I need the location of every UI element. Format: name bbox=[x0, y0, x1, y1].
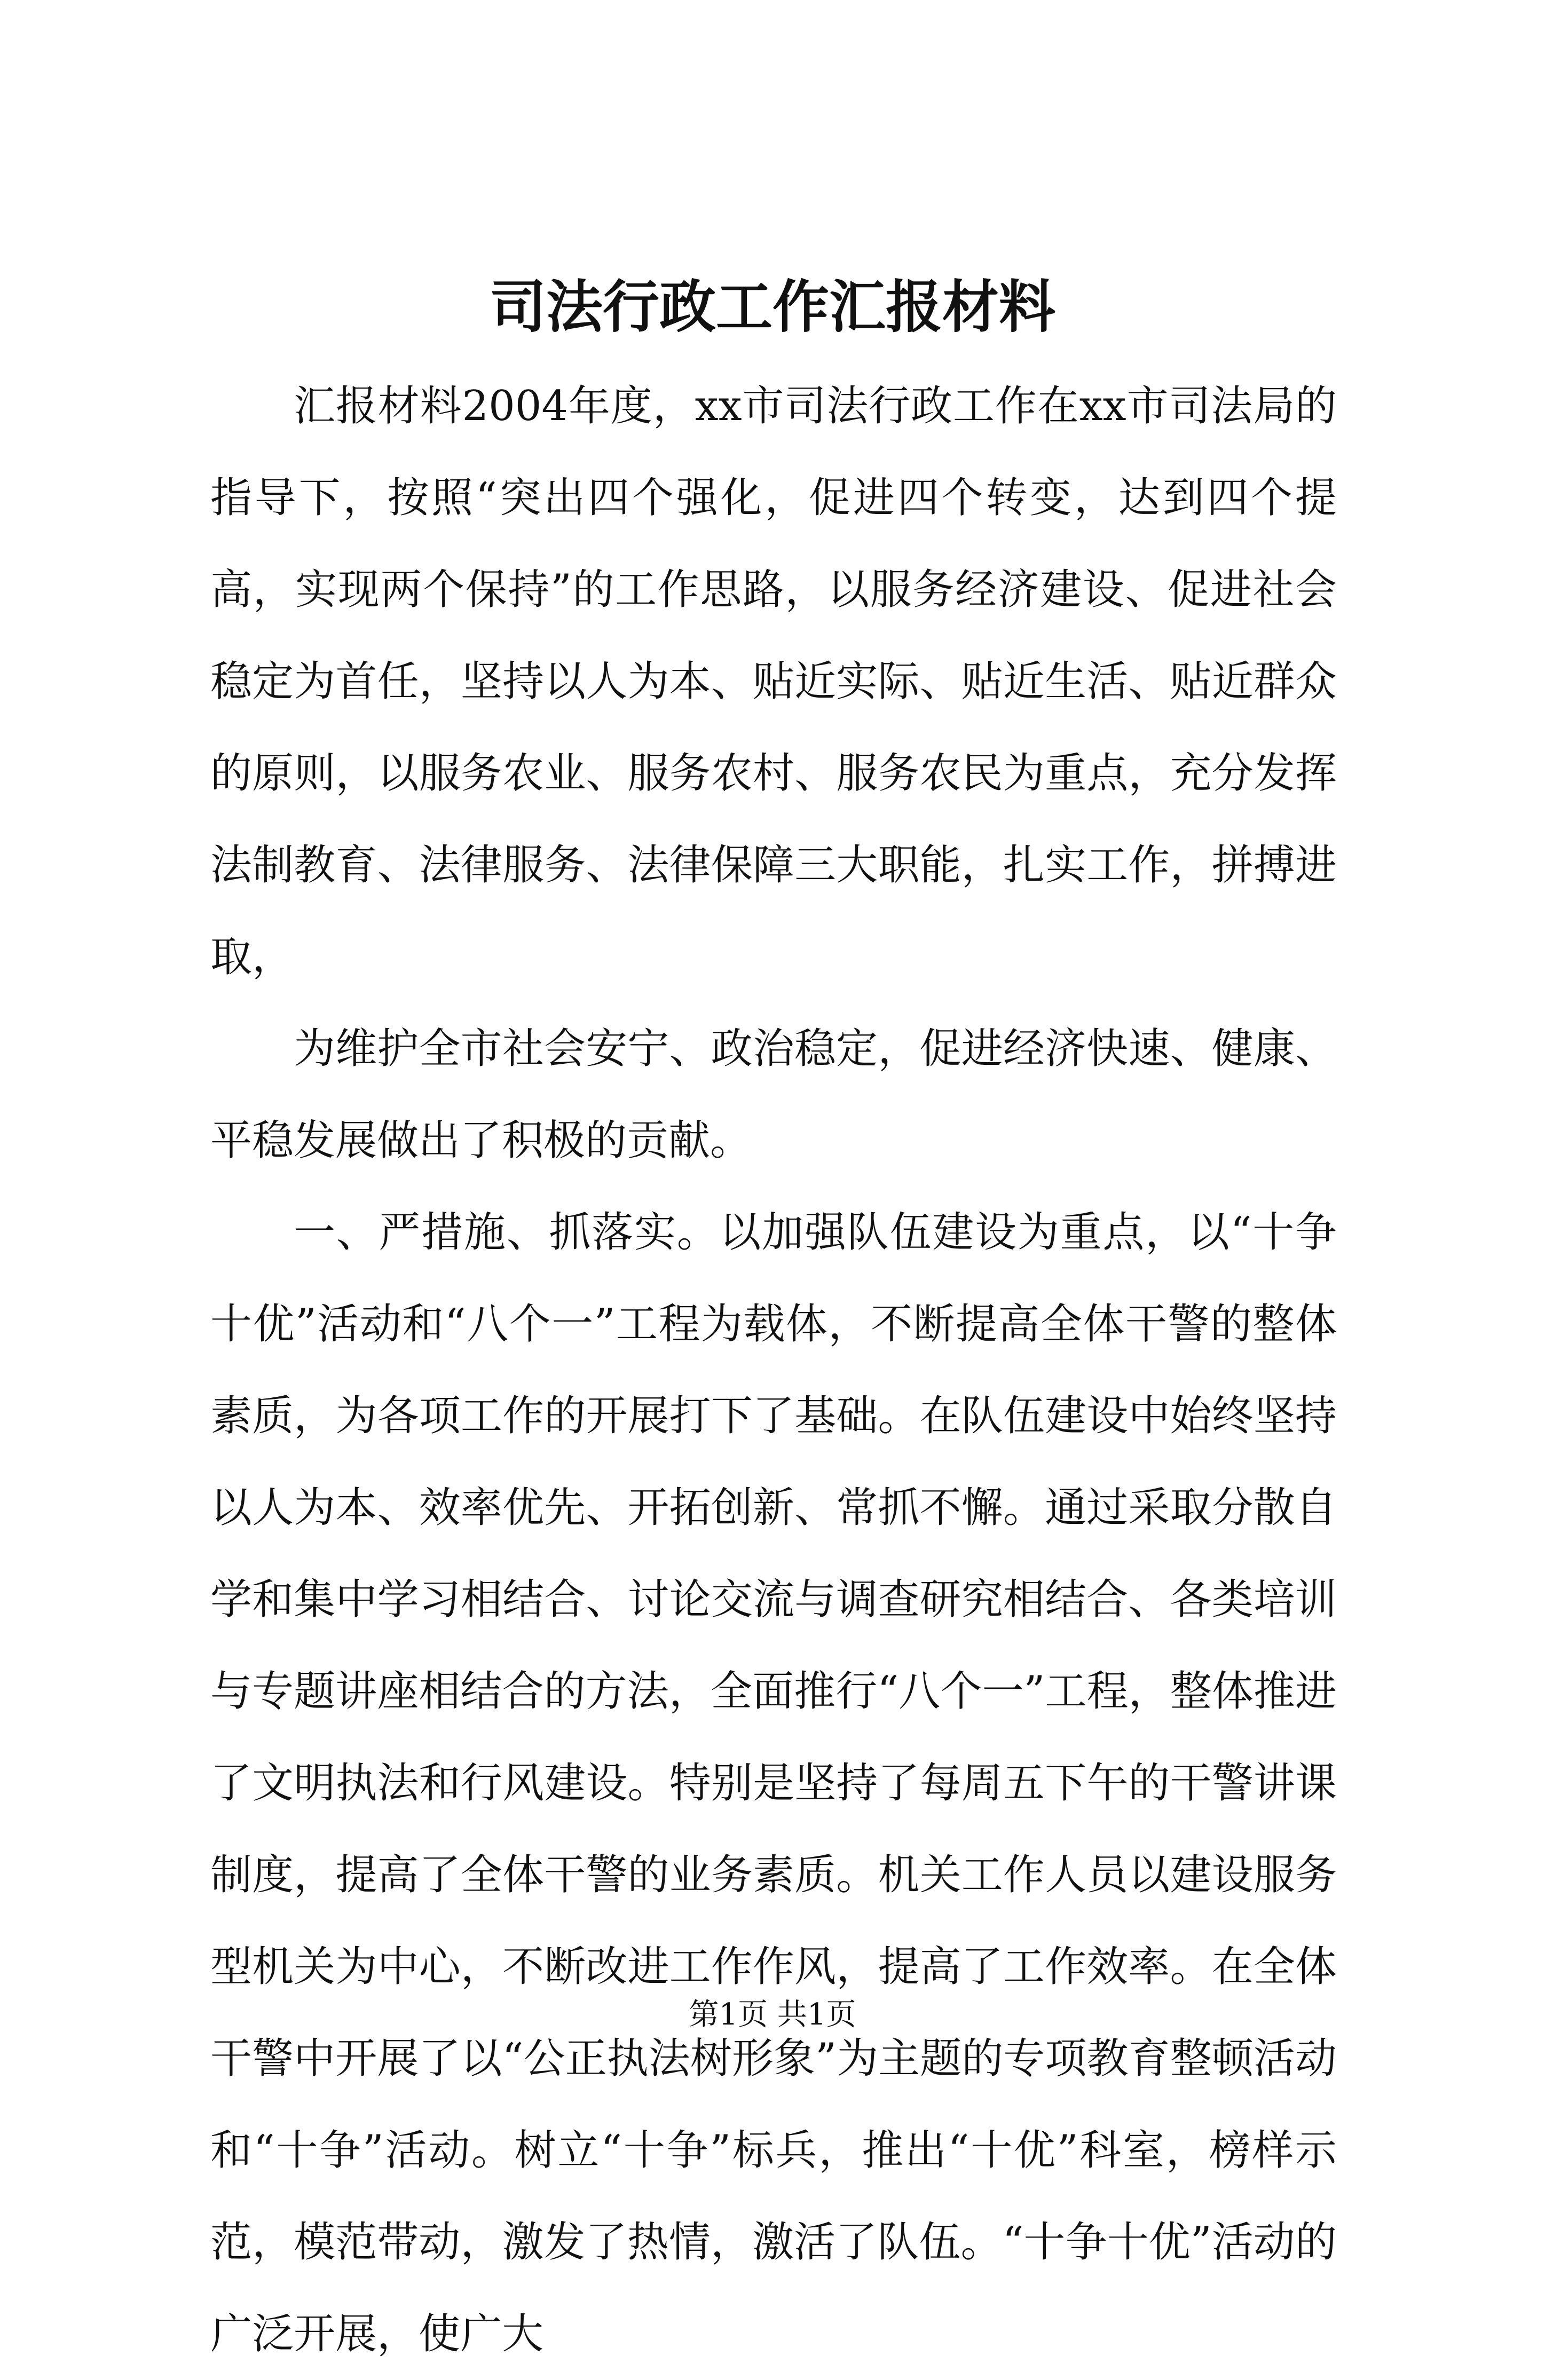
page-number-footer: 第1页 共1页 bbox=[689, 1997, 856, 2032]
document-title: 司法行政工作汇报材料 bbox=[490, 273, 1055, 340]
paragraph-contribution: 为维护全市社会安宁、政治稳定，促进经济快速、健康、平稳发展做出了积极的贡献。 bbox=[210, 1025, 1337, 1165]
paragraph-intro: 汇报材料2004年度，xx市司法行政工作在xx市司法局的指导下，按照“突出四个强化，促进四个转变，达到四个提高，实现两个保持”的工作思路，以服务经济建设、促进社会稳定为首任，坚持以人为本、贴近实际、贴近生活、贴近群众的原则，以服务农业、服务农村、服务农民为重点，充分发挥法制教育、法律服务、法律保障三大职能，扎实工作，拼搏进取， bbox=[210, 382, 1337, 981]
paragraph-section-one: 一、严措施、抓落实。以加强队伍建设为重点，以“十争十优”活动和“八个一”工程为载体，不断提高全体干警的整体素质，为各项工作的开展打下了基础。在队伍建设中始终坚持以人为本、效率优先、开拓创新、常抓不懈。通过采取分散自学和集中学习相结合、讨论交流与调查研究相结合、各类培训与专题讲座相结合的方法，全面推行“八个一”工程，整体推进了文明执法和行风建设。特别是坚持了每周五下午的干警讲课制度，提高了全体干警的业务素质。机关工作人员以建设服务型机关为中心，不断改进工作作风，提高了工作效率。在全体干警中开展了以“公正执法树形象”为主题的专项教育整顿活动和“十争”活动。树立“十争”标兵，推出“十优”科室，榜样示范，模范带动，激发了热情，激活了队伍。“十争十优”活动的广泛开展，使广大 bbox=[210, 1208, 1337, 2358]
document-body bbox=[210, 360, 1337, 2380]
